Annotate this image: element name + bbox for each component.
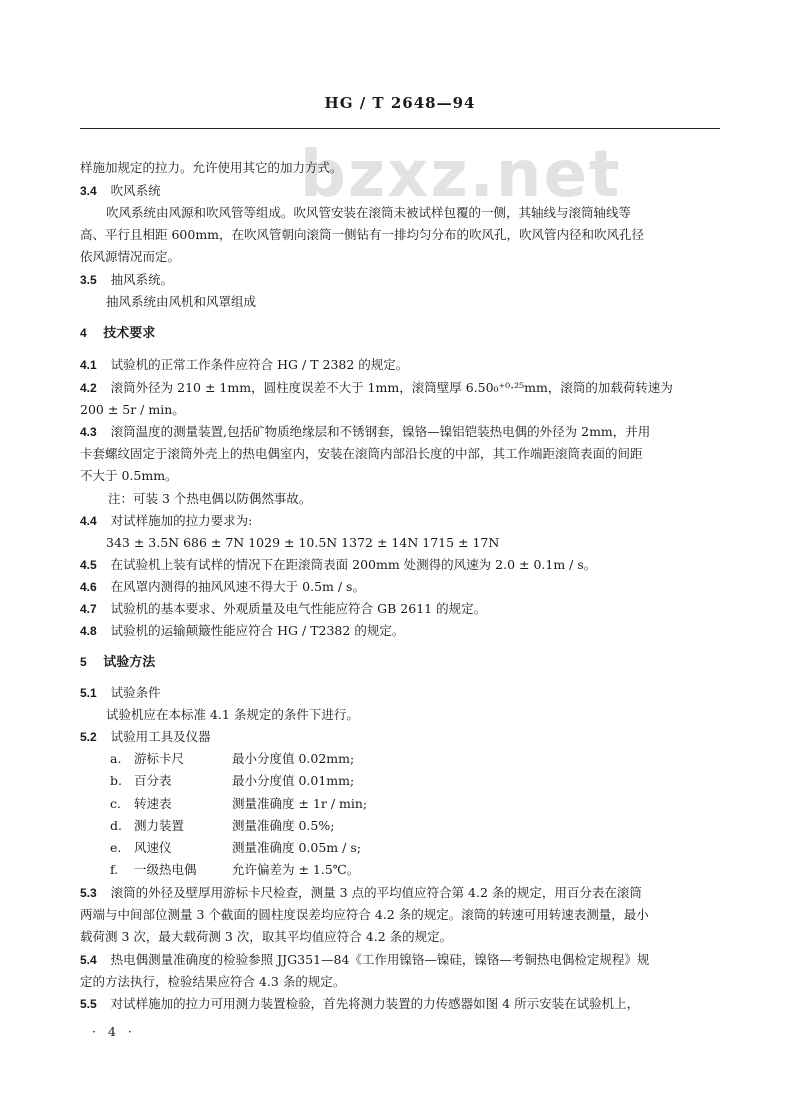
force-values-line: 343 ± 3.5N 686 ± 7N 1029 ± 10.5N 1372 ± 14N 1715 ± 17N — [106, 535, 500, 550]
header-rule — [80, 128, 720, 129]
section-text: 滚筒外径为 210 ± 1mm，圆柱度误差不大于 1mm，滚筒壁厚 6.50₀⁺⁰·²⁵mm，滚筒的加载荷转速为 — [110, 380, 673, 395]
item-name: 游标卡尺 — [134, 751, 185, 766]
paragraph-line: 试验机应在本标准 4.1 条规定的条件下进行。 — [106, 707, 359, 722]
section-number: 4.3 — [80, 425, 97, 439]
section-text: 试验机的基本要求、外观质量及电气性能应符合 GB 2611 的规定。 — [110, 601, 487, 616]
section-5-heading — [80, 654, 155, 671]
section-title: 技术要求 — [103, 326, 156, 341]
section-title: 试验条件 — [110, 685, 161, 700]
paragraph-line: 卡套螺纹固定于滚筒外壳上的热电偶室内，安装在滚筒内部沿长度的中部，其工作端距滚筒表面的间距 — [80, 446, 643, 461]
section-number: 5.2 — [80, 730, 97, 744]
section-text: 在试验机上装有试样的情况下在距滚筒表面 200mm 处测得的风速为 2.0 ± 0.1m / s。 — [110, 557, 597, 572]
section-5-2 — [80, 729, 211, 745]
section-4-1 — [80, 357, 408, 373]
item-spec: 允许偏差为 ± 1.5℃。 — [232, 862, 360, 877]
section-number: 5.5 — [80, 997, 97, 1011]
item-spec: 测量准确度 0.5%; — [232, 818, 335, 833]
page-number: · 4 · — [92, 1024, 136, 1039]
section-3-5 — [80, 272, 173, 288]
list-item — [110, 862, 360, 878]
section-number: 5 — [80, 655, 87, 669]
item-spec: 最小分度值 0.01mm; — [232, 773, 355, 788]
paragraph-line: 高、平行且相距 600mm，在吹风管朝向滚筒一侧钻有一排均匀分布的吹风孔，吹风管内径和吹风孔径 — [80, 227, 645, 242]
section-number: 3.4 — [80, 184, 97, 198]
section-number: 4 — [80, 326, 87, 340]
section-4-2 — [80, 380, 673, 396]
section-text: 试验机的运输颠簸性能应符合 HG / T2382 的规定。 — [110, 623, 405, 638]
section-number: 4.6 — [80, 580, 97, 594]
item-letter: c. — [110, 796, 121, 811]
item-letter: b. — [110, 773, 122, 788]
list-item — [110, 818, 335, 834]
section-text: 试验机的正常工作条件应符合 HG / T 2382 的规定。 — [110, 357, 409, 372]
item-letter: e. — [110, 840, 122, 855]
section-5-5 — [80, 996, 639, 1012]
item-letter: f. — [110, 862, 119, 877]
section-text: 滚筒温度的测量装置,包括矿物质绝缘层和不锈钢套，镍铬—镍铝铠装热电偶的外径为 2mm，并用 — [110, 424, 651, 439]
section-number: 4.8 — [80, 624, 97, 638]
paragraph-line: 不大于 0.5mm。 — [80, 468, 178, 483]
section-number: 5.4 — [80, 953, 97, 967]
section-5-4 — [80, 952, 649, 968]
paragraph-line: 抽风系统由风机和风罩组成 — [106, 294, 257, 309]
item-name: 风速仪 — [134, 840, 172, 855]
paragraph-line: 载荷测 3 次，最大载荷测 3 次，取其平均值应符合 4.2 条的规定。 — [80, 929, 453, 944]
paragraph-line: 200 ± 5r / min。 — [80, 402, 185, 417]
section-number: 4.1 — [80, 358, 97, 372]
section-5-1 — [80, 685, 161, 701]
section-title: 吹风系统 — [110, 183, 161, 198]
section-number: 5.3 — [80, 886, 97, 900]
section-3-4 — [80, 183, 161, 199]
section-text: 对试样施加的拉力可用测力装置检验，首先将测力装置的力传感器如图 4 所示安装在试验机上， — [110, 996, 640, 1011]
section-4-heading — [80, 325, 155, 342]
section-4-4 — [80, 513, 252, 529]
standard-code-header: HG / T 2648—94 — [324, 94, 476, 112]
item-name: 测力装置 — [134, 818, 185, 833]
item-spec: 测量准确度 0.05m / s; — [232, 840, 361, 855]
item-letter: a. — [110, 751, 122, 766]
item-letter: d. — [110, 818, 122, 833]
section-number: 4.5 — [80, 558, 97, 572]
list-item — [110, 840, 361, 856]
section-text: 滚筒的外径及壁厚用游标卡尺检查，测量 3 点的平均值应符合第 4.2 条的规定，用百分表在滚筒 — [110, 885, 642, 900]
item-spec: 测量准确度 ± 1r / min; — [232, 796, 368, 811]
item-spec: 最小分度值 0.02mm; — [232, 751, 355, 766]
section-4-7 — [80, 601, 486, 617]
paragraph-line: 依风源情况而定。 — [80, 249, 181, 264]
paragraph-line: 吹风系统由风源和吹风管等组成。吹风管安装在滚筒未被试样包覆的一侧，其轴线与滚筒轴线等 — [106, 205, 632, 220]
section-number: 4.2 — [80, 381, 97, 395]
item-name: 转速表 — [134, 796, 172, 811]
list-item — [110, 751, 355, 767]
section-title: 试验用工具及仪器 — [110, 729, 211, 744]
section-4-3 — [80, 424, 650, 440]
paragraph-line: 样施加规定的拉力。允许使用其它的加力方式。 — [80, 160, 343, 175]
watermark: bzxz.net — [300, 138, 622, 212]
section-4-8 — [80, 623, 404, 639]
section-number: 3.5 — [80, 273, 97, 287]
section-number: 4.7 — [80, 602, 97, 616]
paragraph-line: 两端与中间部位测量 3 个截面的圆柱度误差均应符合 4.2 条的规定。滚筒的转速可用转速表测量，最小 — [80, 907, 649, 922]
section-text: 对试样施加的拉力要求为: — [110, 513, 253, 528]
section-4-5 — [80, 557, 596, 573]
paragraph-line: 定的方法执行，检验结果应符合 4.3 条的规定。 — [80, 974, 346, 989]
section-number: 5.1 — [80, 686, 97, 700]
note-line: 注：可装 3 个热电偶以防偶然事故。 — [108, 491, 312, 506]
section-5-3 — [80, 885, 642, 901]
list-item — [110, 773, 355, 789]
section-4-6 — [80, 579, 365, 595]
section-number: 4.4 — [80, 514, 97, 528]
list-item — [110, 796, 368, 812]
section-title: 抽风系统。 — [110, 272, 174, 287]
section-title: 试验方法 — [103, 655, 156, 670]
item-name: 百分表 — [134, 773, 172, 788]
section-text: 在风罩内测得的抽风风速不得大于 0.5m / s。 — [110, 579, 365, 594]
item-name: 一级热电偶 — [134, 862, 197, 877]
section-text: 热电偶测量准确度的检验参照 JJG351—84《工作用镍铬—镍硅，镍铬—考铜热电偶检定规程》规 — [110, 952, 650, 967]
